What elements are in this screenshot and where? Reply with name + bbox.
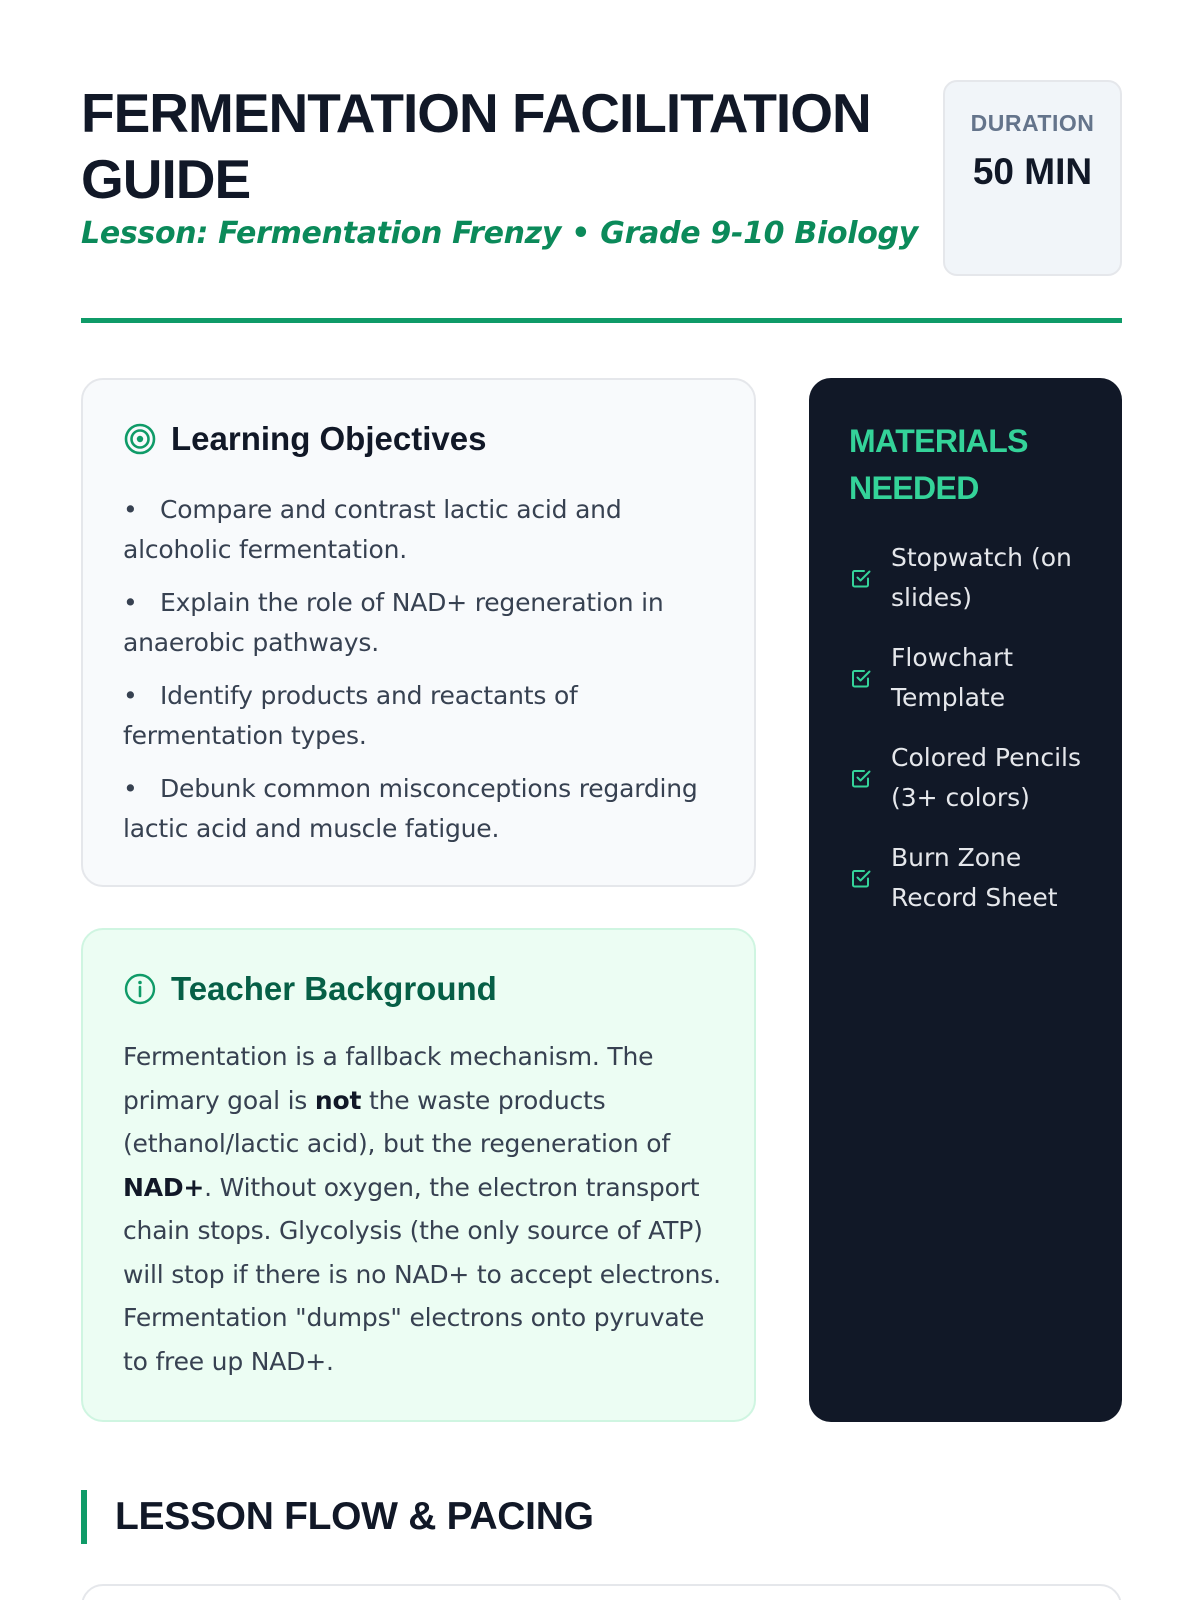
list-item [849,538,1099,618]
duration-label: DURATION [970,110,1095,136]
bullet: • [123,588,138,617]
emphasis-nad: NAD+ [123,1172,205,1202]
materials-title: MATERIALS NEEDED [849,423,1028,506]
objective-text: Debunk common misconceptions regarding lactic acid and muscle fatigue. [123,774,698,843]
materials-panel [809,378,1122,1422]
duration-badge [943,80,1122,276]
checkbox-icon [849,866,873,890]
list-item [123,769,728,849]
lesson-flow-heading [81,1490,594,1544]
emphasis-not: not [314,1085,362,1115]
objective-text: Compare and contrast lactic acid and alcoholic fermentation. [123,495,622,564]
list-item [123,583,728,663]
lesson-flow-title: LESSON FLOW & PACING [115,1495,594,1538]
objective-text: Identify products and reactants of fermentation types. [123,681,578,750]
bullet: • [123,681,138,710]
checkbox-icon [849,566,873,590]
teacher-background-card [81,928,756,1422]
background-title: Teacher Background [171,970,497,1007]
section-accent-bar [81,1490,87,1544]
list-item [123,490,728,570]
objective-text: Explain the role of NAD+ regeneration in anaerobic pathways. [123,588,664,657]
background-text-part: Fermentation is a fallback mechanism. The primary goal is [123,1042,654,1115]
lesson-subtitle: Lesson: Fermentation Frenzy • Grade 9-10 Biology [81,216,918,251]
background-text-part: . Without oxygen, the electron transport chain stops. Glycolysis (the only source of ATP) will stop if there is no NAD+ to accept electrons. Fermentation "dumps" electrons onto pyruvate to free up NAD+. [123,1172,721,1376]
background-text-part: the waste products (ethanol/lactic acid), but the regeneration of [123,1085,670,1158]
checkbox-icon [849,766,873,790]
list-item [849,638,1099,718]
material-text: Flowchart Template [891,643,1014,712]
bullet: • [123,774,138,803]
list-item [849,738,1099,818]
bullet: • [123,495,138,524]
header-divider [81,318,1122,323]
guide-header [81,80,1122,276]
objectives-heading [123,420,486,458]
materials-list [849,538,1099,938]
objectives-list [123,490,728,862]
list-item [123,676,728,756]
checkbox-icon [849,666,873,690]
duration-value: 50 MIN [972,151,1093,192]
list-item [849,838,1099,918]
objectives-title: Learning Objectives [171,420,487,457]
info-icon [123,972,157,1006]
background-text [123,1035,723,1383]
page-title: FERMENTATION FACILITATION GUIDE [81,82,871,210]
background-heading [123,970,497,1008]
material-text: Colored Pencils (3+ colors) [891,743,1081,812]
learning-objectives-card [81,378,756,887]
target-icon [123,422,157,456]
lesson-flow-card [81,1584,1122,1600]
material-text: Burn Zone Record Sheet [891,843,1058,912]
material-text: Stopwatch (on slides) [891,543,1072,612]
